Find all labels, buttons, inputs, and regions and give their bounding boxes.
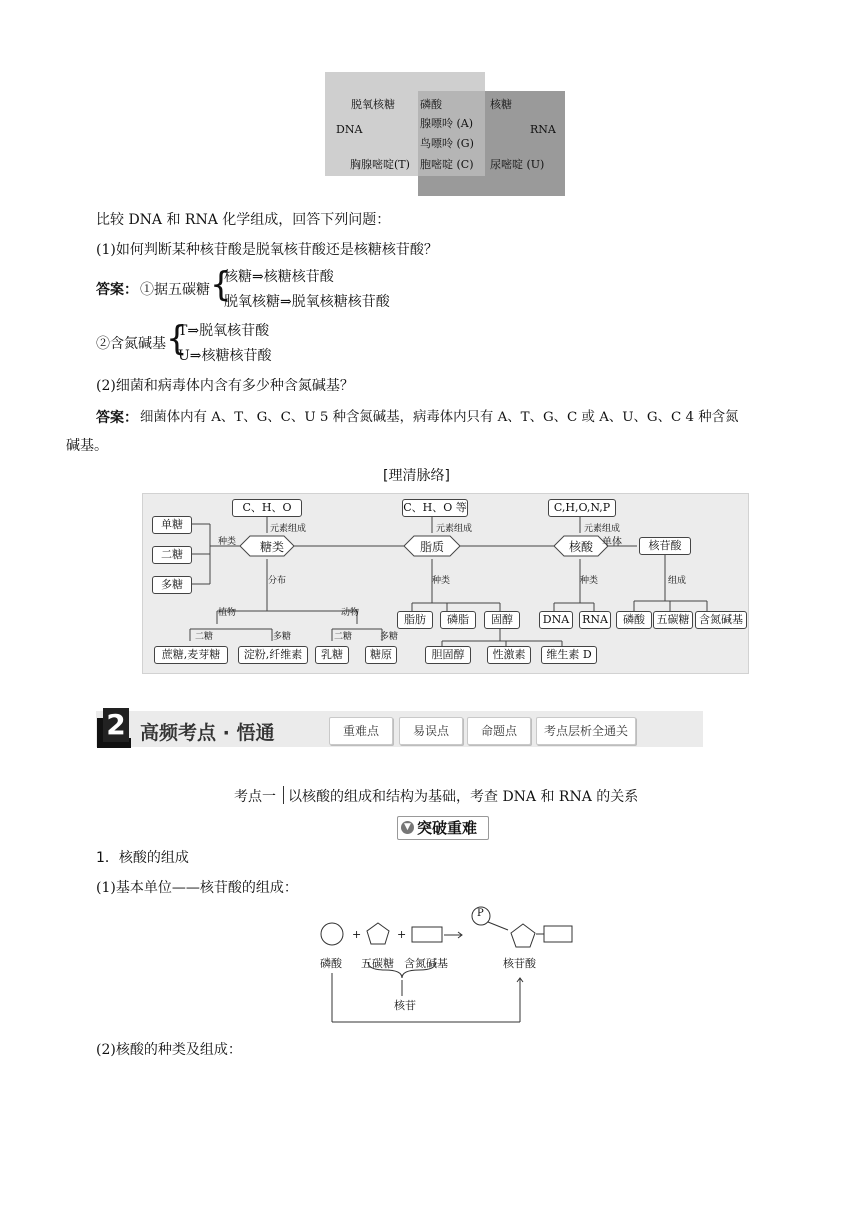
sugar-type-label: 种类	[218, 537, 237, 547]
nucleotide-node: 核苷酸	[639, 537, 691, 555]
nucleotide-base: 含氮碱基	[695, 611, 747, 629]
venn-rna-sugar: 核糖	[490, 98, 512, 111]
brace-2: {	[166, 319, 188, 359]
banner-title: 高频考点 · 悟通	[140, 722, 275, 744]
answer-1-part2-line2: U⇒核糖核苷酸	[178, 348, 272, 364]
nucleic-rna: RNA	[579, 611, 611, 629]
nucleic-elements-box: C,H,O,N,P	[548, 499, 616, 517]
plant-poly-label: 多糖	[273, 632, 292, 642]
answer-1-part2-line1: T⇒脱氧核苷酸	[178, 323, 270, 339]
banner-number-badge	[97, 708, 131, 748]
heading-1: 1．核酸的组成	[96, 850, 189, 866]
banner-number: 2	[103, 708, 129, 742]
section-title: [理清脉络]	[383, 468, 450, 484]
lipid-fat: 脂肪	[397, 611, 433, 629]
venn-dna-label: DNA	[336, 123, 363, 136]
animal-label: 动物	[341, 608, 360, 618]
animal-di-label: 二糖	[334, 632, 353, 642]
sugar-type-di: 二糖	[152, 546, 192, 564]
lipid-element-label: 元素组成	[436, 524, 473, 534]
plant-label: 植物	[218, 608, 237, 618]
sterol-vitamin-d: 维生素 D	[541, 646, 597, 664]
venn-shared-adenine: 腺嘌呤 (A)	[420, 117, 474, 130]
venn-dna-sugar: 脱氧核糖	[351, 98, 395, 111]
nucleotide-diagram-nucleotide: 核苷酸	[503, 957, 536, 970]
kaodian-divider	[283, 786, 284, 804]
nucleic-monomer-label: 单体	[602, 537, 622, 548]
nucleic-type-label: 种类	[580, 576, 599, 586]
tab-error-prone[interactable]: 易误点	[399, 717, 463, 745]
sugar-distribution-label: 分布	[268, 576, 287, 586]
sugar-type-mono: 单糖	[152, 516, 192, 534]
animal-poly-label: 多糖	[380, 632, 399, 642]
lipid-elements-box: C、H、O 等	[402, 499, 468, 517]
tab-full-analysis[interactable]: 考点层析全通关	[536, 717, 636, 745]
question-1: (1)如何判断某种核苷酸是脱氧核苷酸还是核糖核苷酸？	[96, 242, 438, 258]
nucleotide-diagram-p: P	[477, 908, 484, 919]
plus-1: +	[352, 928, 362, 941]
animal-lactose: 乳糖	[315, 646, 349, 664]
chevron-down-icon: ▼	[401, 821, 414, 834]
nucleic-dna: DNA	[539, 611, 573, 629]
lipid-sterol: 固醇	[484, 611, 520, 629]
tupo-badge	[397, 816, 489, 840]
animal-glycogen: 糖原	[365, 646, 397, 664]
answer-1-part2-prefix: ②含氮碱基	[96, 336, 166, 352]
answer-1-part1-line1: 核糖⇒核糖核苷酸	[224, 269, 334, 285]
venn-rna-label: RNA	[530, 123, 556, 136]
plus-2: +	[397, 928, 407, 941]
answer-1-part1-prefix: ①据五碳糖	[140, 282, 210, 298]
nucleic-element-label: 元素组成	[584, 524, 621, 534]
sterol-sex-hormone: 性激素	[487, 646, 531, 664]
nucleotide-diagram-pentose: 五碳糖	[361, 957, 394, 970]
kaodian-text: 以核酸的组成和结构为基础，考查 DNA 和 RNA 的关系	[288, 789, 639, 805]
answer-1-part1-line2: 脱氧核糖⇒脱氧核糖核苷酸	[224, 294, 390, 310]
answer-1-label: 答案：	[96, 282, 138, 298]
sugar-type-poly: 多糖	[152, 576, 192, 594]
heading-1-sub: (1)基本单位——核苷酸的组成：	[96, 880, 298, 896]
plant-polysaccharides: 淀粉,纤维素	[238, 646, 308, 664]
answer-2-line1: 细菌体内有 A、T、G、C、U 5 种含氮碱基，病毒体内只有 A、T、G、C 或 A、U、G、C 4 种含氮	[140, 410, 739, 425]
nucleotide-phosphate: 磷酸	[616, 611, 652, 629]
kaodian-prefix: 考点一	[234, 789, 276, 805]
venn-shared-cytosine: 胞嘧啶 (C)	[420, 158, 474, 171]
nucleotide-diagram-base: 含氮碱基	[404, 957, 448, 970]
nucleotide-diagram-nucleoside: 核苷	[394, 999, 416, 1012]
nucleic-node: 核酸	[568, 540, 593, 554]
lipid-type-label: 种类	[432, 576, 451, 586]
answer-2-label: 答案：	[96, 410, 138, 426]
nucleotide-composition-label: 组成	[668, 576, 687, 586]
lipid-phospholipid: 磷脂	[440, 611, 476, 629]
question-2: (2)细菌和病毒体内含有多少种含氮碱基？	[96, 378, 354, 394]
sugar-node: 糖类	[259, 540, 284, 554]
sugar-elements-box: C、H、O	[232, 499, 302, 517]
tab-key-difficult[interactable]: 重难点	[329, 717, 393, 745]
answer-2-line2: 碱基。	[66, 438, 108, 454]
brace-1: {	[210, 265, 232, 305]
nucleotide-pentose: 五碳糖	[653, 611, 693, 629]
heading-2-sub: (2)核酸的种类及组成：	[96, 1042, 242, 1058]
sterol-cholesterol: 胆固醇	[425, 646, 471, 664]
venn-shared-phosphate: 磷酸	[420, 98, 442, 111]
sugar-element-label: 元素组成	[270, 524, 307, 534]
venn-shared-guanine: 鸟嘌呤 (G)	[420, 137, 474, 150]
tab-exam-point[interactable]: 命题点	[467, 717, 531, 745]
intro-text: 比较 DNA 和 RNA 化学组成，回答下列问题：	[96, 212, 391, 228]
plant-di-label: 二糖	[195, 632, 214, 642]
plant-disaccharides: 蔗糖,麦芽糖	[154, 646, 228, 664]
nucleotide-diagram-phosphate: 磷酸	[320, 957, 342, 970]
lipid-node: 脂质	[419, 540, 444, 554]
venn-dna-base: 胸腺嘧啶(T)	[350, 158, 410, 171]
tupo-label: 突破重难	[417, 819, 478, 837]
venn-rna-base: 尿嘧啶 (U)	[490, 158, 545, 171]
